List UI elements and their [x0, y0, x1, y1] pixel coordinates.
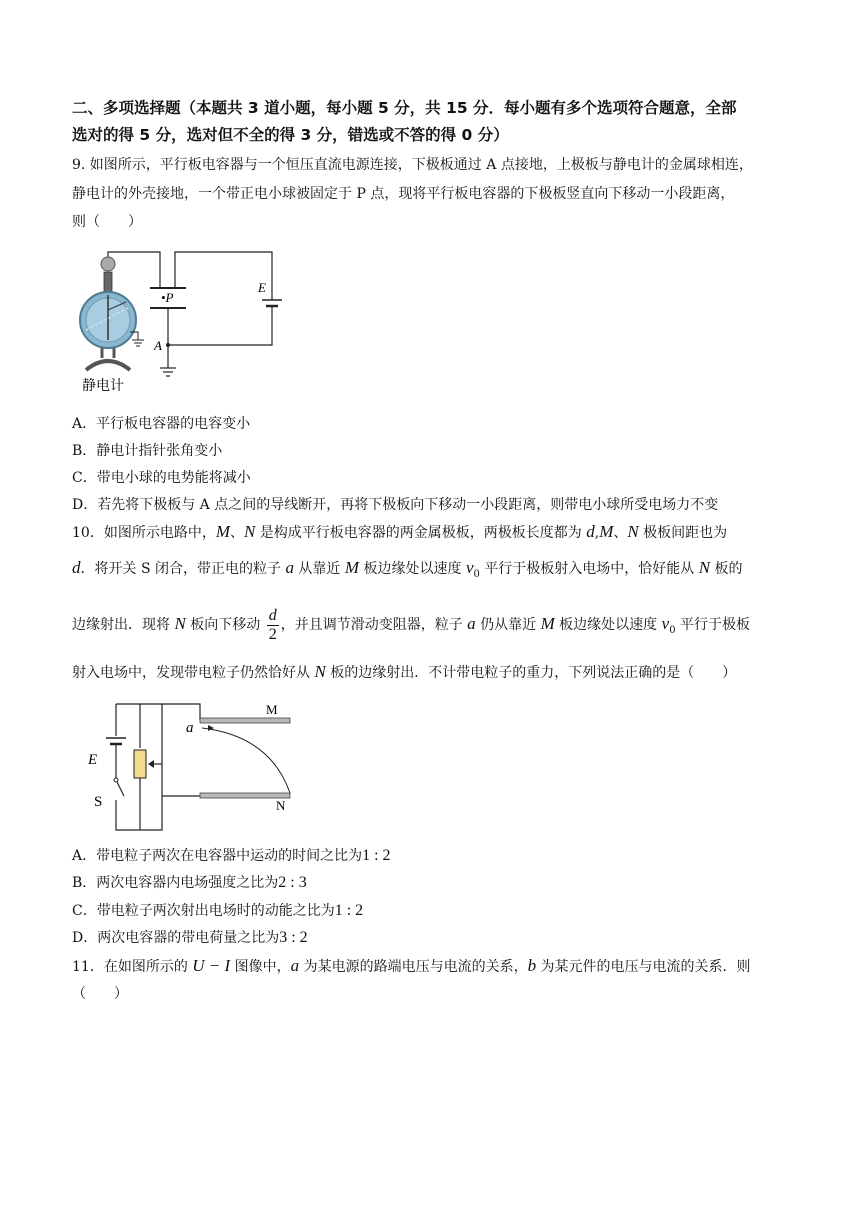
- svg-text:E: E: [88, 752, 98, 768]
- q11-stem-line1: 11．在如图所示的 U − I 图像中，a 为某电源的路端电压与电流的关系，b 为某元件的电压与电流的关系．则: [72, 956, 751, 975]
- q10-option-b: B．两次电容器内电场强度之比为2 : 3: [72, 874, 307, 891]
- svg-text:a: a: [186, 720, 194, 736]
- q9-option-b: B．静电计指针张角变小: [72, 443, 223, 459]
- q9-option-d: D．若先将下极板与 A 点之间的导线断开，再将下极板向下移动一小段距离，则带电小球所受电场力不变: [72, 497, 719, 513]
- label-P: •P: [161, 290, 174, 305]
- rheostat: [134, 750, 146, 778]
- q11-stem-line2: （ ）: [72, 986, 128, 1002]
- q10-stem-line3: 边缘射出．现将 N 板向下移动 $\frac{d}{2}$ ，并且调节滑动变阻器，粒子 a 仍从靠近 M 板边缘处以速度 $v_0$ 平行于极板: [72, 606, 751, 643]
- label-A: A: [154, 338, 162, 353]
- q9-stem-line1: 9. 如图所示，平行板电容器与一个恒压直流电源连接，下极板通过 A 点接地，上极板与静电计的金属球相连，: [72, 157, 753, 173]
- section-header-line2: 选对的得 5 分，选对但不全的得 3 分，错选或不答的得 0 分）: [72, 126, 509, 144]
- q9-option-c: C．带电小球的电势能将减小: [72, 470, 251, 486]
- q10-option-a: A．带电粒子两次在电容器中运动的时间之比为1 : 2: [72, 847, 391, 864]
- svg-text:M: M: [266, 702, 278, 717]
- q10-stem-line4: 射入电场中，发现带电粒子仍然恰好从 N 板的边缘射出．不计带电粒子的重力，下列说法正确的是（ ）: [72, 662, 737, 681]
- q10-option-d: D．两次电容器的带电荷量之比为3 : 2: [72, 929, 308, 946]
- point-A: [166, 343, 170, 347]
- label-E: E: [258, 280, 266, 295]
- plate-M: [200, 718, 290, 723]
- q9-stem-line3: 则（ ）: [72, 214, 142, 230]
- q10-stem-line1: 10．如图所示电路中，M、N 是构成平行板电容器的两金属极板，两极板长度都为 d,M、N 极板间距也为: [72, 522, 728, 541]
- q10-option-c: C．带电粒子两次射出电场时的动能之比为1 : 2: [72, 902, 364, 919]
- metal-ball: [101, 257, 115, 271]
- insulator-rod: [104, 272, 112, 294]
- svg-text:N: N: [276, 798, 286, 813]
- q9-option-a: A．平行板电容器的电容变小: [72, 416, 251, 432]
- q9-figure-electroscope-circuit: [72, 240, 302, 400]
- svg-text:S: S: [94, 794, 103, 810]
- particle-trajectory: [202, 728, 290, 793]
- q10-stem-line2: d．将开关 S 闭合，带正电的粒子 a 从靠近 M 板边缘处以速度 $v_0$ 平行于极板射入电场中，恰好能从 N 板的: [72, 558, 743, 580]
- caption-electroscope: 静电计: [82, 378, 124, 394]
- q10-figure-capacitor-circuit: [80, 696, 310, 836]
- fraction-d-over-2: $\frac{d}{2}$: [268, 606, 277, 643]
- section-header-line1: 二、多项选择题（本题共 3 道小题，每小题 5 分，共 15 分．每小题有多个选项符合题意，全部: [72, 99, 737, 117]
- q9-stem-line2: 静电计的外壳接地，一个带正电小球被固定于 P 点，现将平行板电容器的下极板竖直向下移动一小段距离，: [72, 186, 735, 202]
